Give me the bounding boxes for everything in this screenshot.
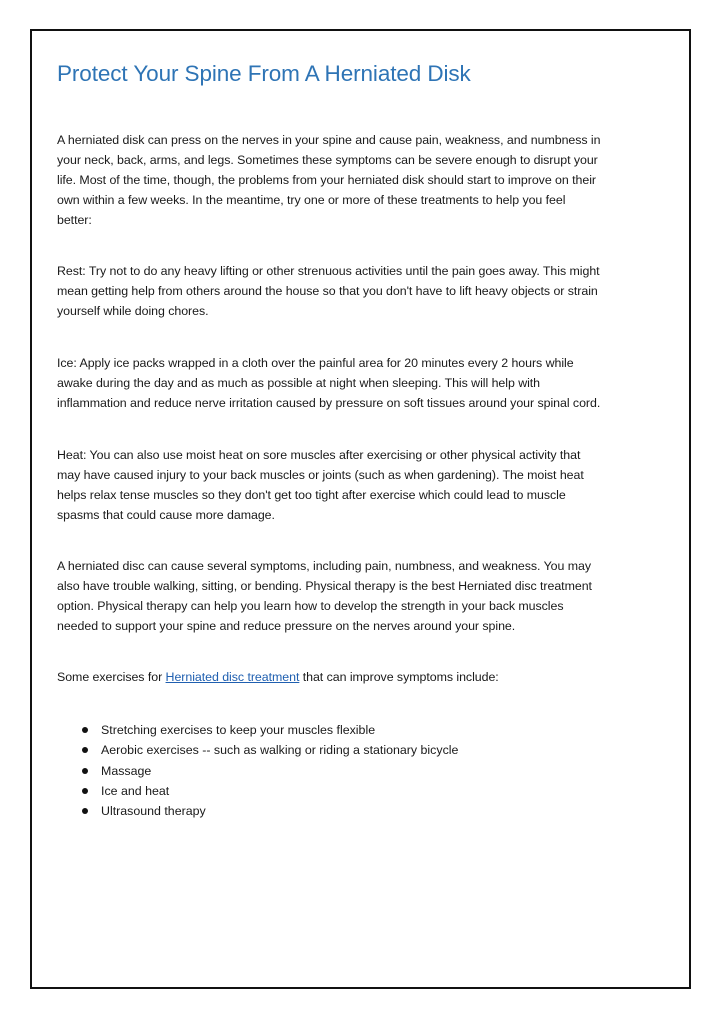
bullet-icon — [82, 808, 88, 814]
intro-paragraph: A herniated disk can press on the nerves in your spine and cause pain, weakness, and numbness in your neck, back, arms, and legs. Sometimes these symptoms can be severe enough to disrupt your life. Most of the time, though, the problems from your herniated disk should start to improve on their own within a few weeks. In the meantime, try one or more of these treatments to help you feel better: — [57, 133, 601, 227]
list-item — [82, 740, 602, 760]
bullet-icon — [82, 768, 88, 774]
bullet-icon — [82, 727, 88, 733]
exercise-list — [57, 720, 602, 821]
bullet-icon — [82, 747, 88, 753]
exercises-text-after: that can improve symptoms include: — [299, 670, 499, 684]
ice-paragraph: Ice: Apply ice packs wrapped in a cloth over the painful area for 20 minutes every 2 hours while awake during the day and as much as possible at night when sleeping. This will help with inflammation and reduce nerve irritation caused by pressure on soft tissues around your spinal cord. — [57, 356, 601, 410]
list-item-label: Ice and heat — [101, 783, 170, 798]
exercises-text-before: Some exercises for — [57, 670, 166, 684]
heat-paragraph: Heat: You can also use moist heat on sore muscles after exercising or other physical activity that may have caused injury to your back muscles or joints (such as when gardening). The moist heat helps relax tense muscles so they don't get too tight after exercise which could lead to muscle spasms that could cause more damage. — [57, 448, 584, 522]
list-item — [82, 761, 602, 781]
disc-paragraph: A herniated disc can cause several symptoms, including pain, numbness, and weakness. You may also have trouble walking, sitting, or bending. Physical therapy is the best Herniated disc treatment option. Physical therapy can help you learn how to develop the strength in your back muscles needed to support your spine and reduce pressure on the nerves around your spine. — [57, 559, 592, 633]
list-item — [82, 801, 602, 821]
list-item — [82, 720, 602, 740]
list-item — [82, 781, 602, 801]
exercises-paragraph — [57, 667, 602, 687]
bullet-icon — [82, 788, 88, 794]
document-body — [57, 60, 602, 821]
list-item-label: Stretching exercises to keep your muscles flexible — [101, 723, 376, 737]
list-item-label: Aerobic exercises -- such as walking or riding a stationary bicycle — [101, 743, 459, 758]
list-item-label: Massage — [101, 763, 152, 778]
herniated-disc-treatment-link[interactable]: Herniated disc treatment — [165, 670, 300, 684]
page-title: Protect Your Spine From A Herniated Disk — [57, 61, 471, 86]
rest-paragraph: Rest: Try not to do any heavy lifting or other strenuous activities until the pain goes away. This might mean getting help from others around the house so that you don't have to lift heavy objects or strain yourself while doing chores. — [57, 264, 600, 318]
list-item-label: Ultrasound therapy — [101, 804, 206, 819]
